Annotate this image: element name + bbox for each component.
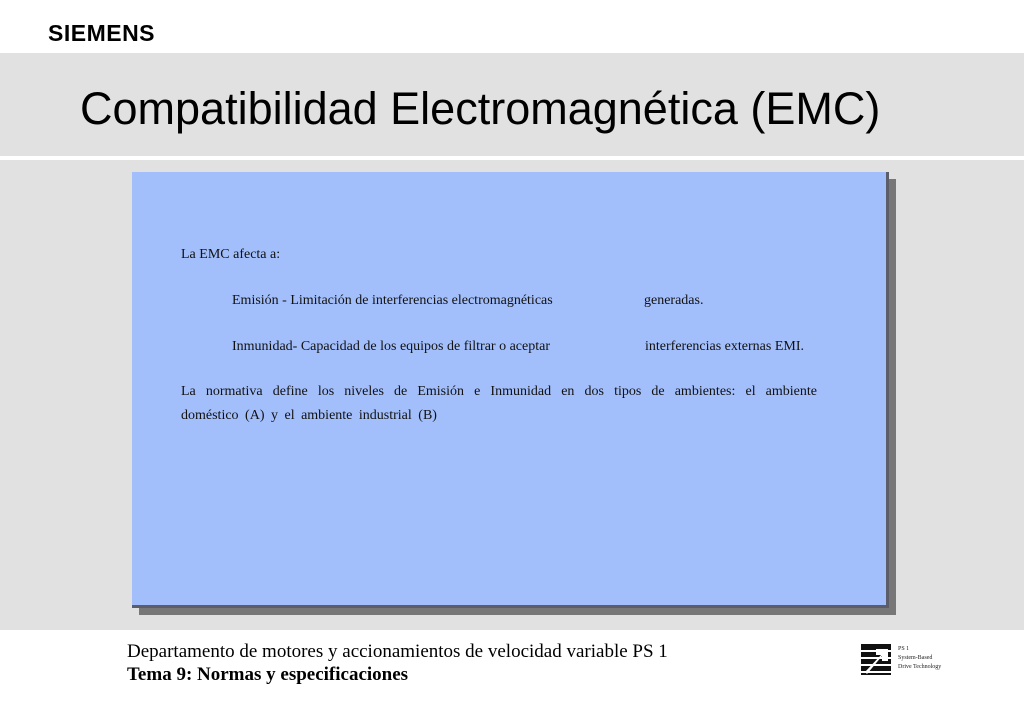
immunity-item-continuation: interferencias externas EMI. — [645, 339, 804, 354]
immunity-item: Inmunidad- Capacidad de los equipos de filtrar o aceptar — [232, 339, 550, 354]
footer-topic: Tema 9: Normas y especificaciones — [127, 664, 409, 685]
logo-caption-line: PS 1 — [898, 646, 910, 652]
emission-item: Emisión - Limitación de interferencias electromagnéticas — [232, 293, 553, 308]
emission-item-continuation: generadas. — [644, 293, 704, 308]
brand-logo-text: SIEMENS — [48, 20, 156, 46]
drive-technology-logo-icon — [861, 644, 891, 675]
intro-text: La EMC afecta a: — [181, 247, 281, 262]
logo-caption-line: System-Based — [898, 655, 933, 661]
standards-paragraph: La normativa define los niveles de Emisión e Inmunidad en dos tipos de ambientes: el ambiente doméstico (A) y el ambiente industrial (B) — [181, 384, 817, 423]
page-title: Compatibilidad Electromagnética (EMC) — [80, 83, 881, 134]
footer-department: Departamento de motores y accionamientos de velocidad variable PS 1 — [127, 641, 668, 662]
logo-caption — [898, 645, 941, 672]
logo-caption-line: Drive Technology — [898, 664, 942, 670]
